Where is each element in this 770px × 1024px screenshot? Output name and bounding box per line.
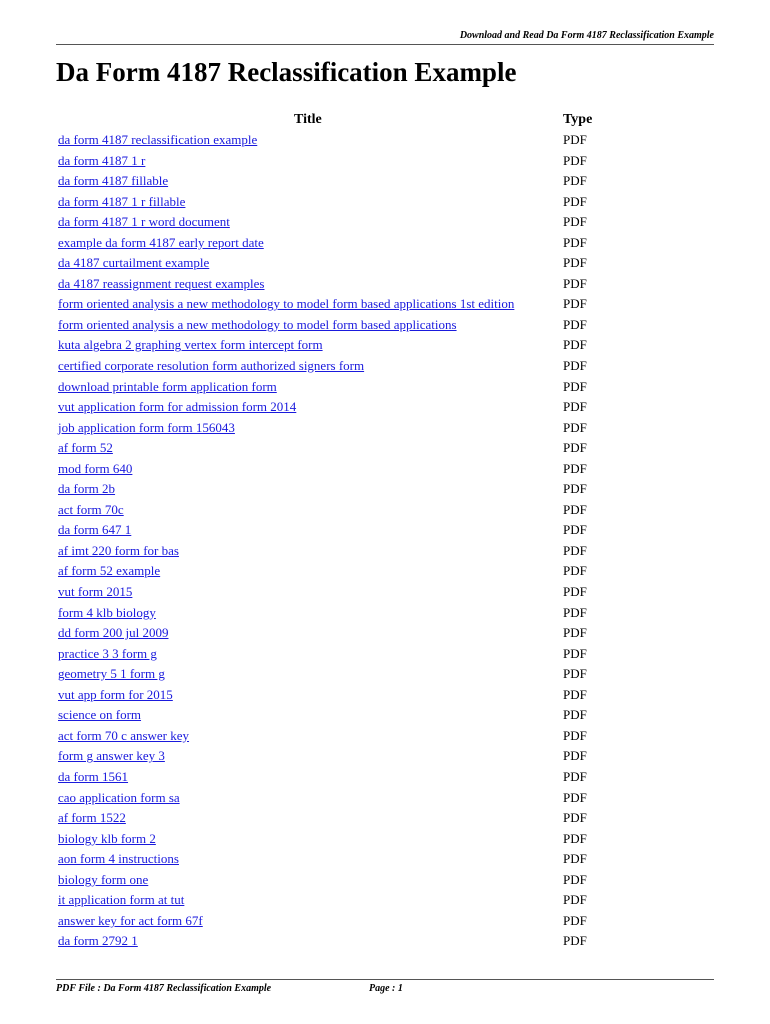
- row-title-link[interactable]: form oriented analysis a new methodology to model form based applications 1st edition: [58, 296, 515, 312]
- row-title-link[interactable]: vut app form for 2015: [58, 686, 173, 702]
- table-row: [58, 399, 618, 420]
- row-type: PDF: [563, 358, 587, 374]
- document-title: Da Form 4187 Reclassification Example: [56, 57, 517, 87]
- table-row: [58, 214, 618, 235]
- row-type: PDF: [563, 337, 587, 353]
- row-type: PDF: [563, 748, 587, 764]
- table-row: [58, 132, 618, 153]
- row-title-link[interactable]: act form 70 c answer key: [58, 727, 190, 743]
- row-title-link[interactable]: mod form 640: [58, 460, 133, 476]
- row-type: PDF: [563, 255, 587, 271]
- row-title-link[interactable]: dd form 200 jul 2009: [58, 625, 169, 641]
- row-title-link[interactable]: da 4187 reassignment request examples: [58, 275, 265, 291]
- table-row: [58, 194, 618, 215]
- table-row: [58, 769, 618, 790]
- table-row: [58, 728, 618, 749]
- table-row: [58, 235, 618, 256]
- row-type: PDF: [563, 707, 587, 723]
- row-type: PDF: [563, 152, 587, 168]
- row-type: PDF: [563, 830, 587, 846]
- row-type: PDF: [563, 440, 587, 456]
- table-row: [58, 481, 618, 502]
- row-title-link[interactable]: da form 4187 1 r word document: [58, 214, 230, 230]
- row-title-link[interactable]: da form 4187 fillable: [58, 173, 169, 189]
- row-type: PDF: [563, 522, 587, 538]
- row-title-link[interactable]: job application form form 156043: [58, 419, 235, 435]
- table-row: [58, 625, 618, 646]
- table-row: [58, 872, 618, 893]
- table-row: [58, 646, 618, 667]
- table-row: [58, 255, 618, 276]
- row-type: PDF: [563, 275, 587, 291]
- page-header: Download and Read Da Form 4187 Reclassification Example: [459, 30, 714, 41]
- row-type: PDF: [563, 173, 587, 189]
- row-type: PDF: [563, 892, 587, 908]
- table-row: [58, 502, 618, 523]
- table-row: [58, 522, 618, 543]
- results-table: [58, 132, 618, 954]
- table-row: [58, 831, 618, 852]
- row-title-link[interactable]: answer key for act form 67f: [58, 912, 203, 928]
- row-title-link[interactable]: download printable form application form: [58, 378, 277, 394]
- row-type: PDF: [563, 501, 587, 517]
- row-type: PDF: [563, 789, 587, 805]
- row-title-link[interactable]: cao application form sa: [58, 789, 180, 805]
- row-type: PDF: [563, 481, 587, 497]
- table-row: [58, 379, 618, 400]
- table-row: [58, 420, 618, 441]
- row-title-link[interactable]: da form 4187 1 r fillable: [58, 193, 186, 209]
- table-row: [58, 296, 618, 317]
- footer-divider: [56, 979, 714, 980]
- row-type: PDF: [563, 214, 587, 230]
- row-type: PDF: [563, 933, 587, 949]
- footer-file-label: PDF File : Da Form 4187 Reclassification Example: [56, 983, 272, 994]
- row-title-link[interactable]: kuta algebra 2 graphing vertex form intercept form: [58, 337, 323, 353]
- row-type: PDF: [563, 666, 587, 682]
- row-title-link[interactable]: form g answer key 3: [58, 748, 165, 764]
- row-title-link[interactable]: af form 52 example: [58, 563, 161, 579]
- table-row: [58, 748, 618, 769]
- row-type: PDF: [563, 727, 587, 743]
- row-type: PDF: [563, 419, 587, 435]
- table-row: [58, 666, 618, 687]
- row-type: PDF: [563, 871, 587, 887]
- row-title-link[interactable]: biology klb form 2: [58, 830, 156, 846]
- row-title-link[interactable]: da form 4187 1 r: [58, 152, 146, 168]
- table-row: [58, 173, 618, 194]
- row-title-link[interactable]: example da form 4187 early report date: [58, 234, 264, 250]
- row-type: PDF: [563, 460, 587, 476]
- row-title-link[interactable]: da form 2b: [58, 481, 116, 497]
- column-header-type: Type: [563, 112, 593, 127]
- row-title-link[interactable]: form 4 klb biology: [58, 604, 156, 620]
- row-type: PDF: [563, 810, 587, 826]
- table-row: [58, 276, 618, 297]
- row-title-link[interactable]: da form 4187 reclassification example: [58, 132, 258, 147]
- column-header-title: Title: [294, 112, 322, 127]
- row-title-link[interactable]: biology form one: [58, 871, 149, 887]
- table-row: [58, 153, 618, 174]
- table-row: [58, 358, 618, 379]
- table-row: [58, 913, 618, 934]
- row-title-link[interactable]: aon form 4 instructions: [58, 851, 179, 867]
- row-title-link[interactable]: da form 1561: [58, 768, 129, 784]
- row-type: PDF: [563, 563, 587, 579]
- header-divider: [56, 44, 714, 45]
- row-type: PDF: [563, 193, 587, 209]
- row-title-link[interactable]: af form 52: [58, 440, 113, 456]
- table-row: [58, 851, 618, 872]
- row-type: PDF: [563, 399, 587, 415]
- table-row: [58, 440, 618, 461]
- row-type: PDF: [563, 296, 587, 312]
- row-type: PDF: [563, 645, 587, 661]
- table-row: [58, 337, 618, 358]
- row-title-link[interactable]: act form 70c: [58, 501, 124, 517]
- footer-page-number: Page : 1: [369, 983, 403, 994]
- row-title-link[interactable]: geometry 5 1 form g: [58, 666, 165, 682]
- row-title-link[interactable]: science on form: [58, 707, 142, 723]
- row-type: PDF: [563, 542, 587, 558]
- table-row: [58, 790, 618, 811]
- row-type: PDF: [563, 234, 587, 250]
- row-title-link[interactable]: vut form 2015: [58, 584, 133, 600]
- row-type: PDF: [563, 686, 587, 702]
- row-title-link[interactable]: practice 3 3 form g: [58, 645, 157, 661]
- table-row: [58, 933, 618, 954]
- row-title-link[interactable]: form oriented analysis a new methodology to model form based applications: [58, 316, 457, 332]
- row-type: PDF: [563, 132, 587, 147]
- table-row: [58, 707, 618, 728]
- row-type: PDF: [563, 378, 587, 394]
- row-title-link[interactable]: da form 647 1: [58, 522, 132, 538]
- table-row: [58, 543, 618, 564]
- row-title-link[interactable]: da form 2792 1: [58, 933, 138, 949]
- row-title-link[interactable]: af form 1522: [58, 810, 126, 826]
- row-type: PDF: [563, 912, 587, 928]
- row-title-link[interactable]: vut application form for admission form 2014: [58, 399, 297, 415]
- row-title-link[interactable]: certified corporate resolution form authorized signers form: [58, 358, 365, 374]
- table-row: [58, 810, 618, 831]
- row-type: PDF: [563, 584, 587, 600]
- table-row: [58, 563, 618, 584]
- table-row: [58, 461, 618, 482]
- table-row: [58, 687, 618, 708]
- row-type: PDF: [563, 316, 587, 332]
- table-row: [58, 317, 618, 338]
- table-row: [58, 892, 618, 913]
- table-row: [58, 605, 618, 626]
- row-type: PDF: [563, 768, 587, 784]
- row-title-link[interactable]: it application form at tut: [58, 892, 185, 908]
- row-type: PDF: [563, 625, 587, 641]
- row-title-link[interactable]: af imt 220 form for bas: [58, 542, 179, 558]
- row-type: PDF: [563, 851, 587, 867]
- row-title-link[interactable]: da 4187 curtailment example: [58, 255, 210, 271]
- table-row: [58, 584, 618, 605]
- row-type: PDF: [563, 604, 587, 620]
